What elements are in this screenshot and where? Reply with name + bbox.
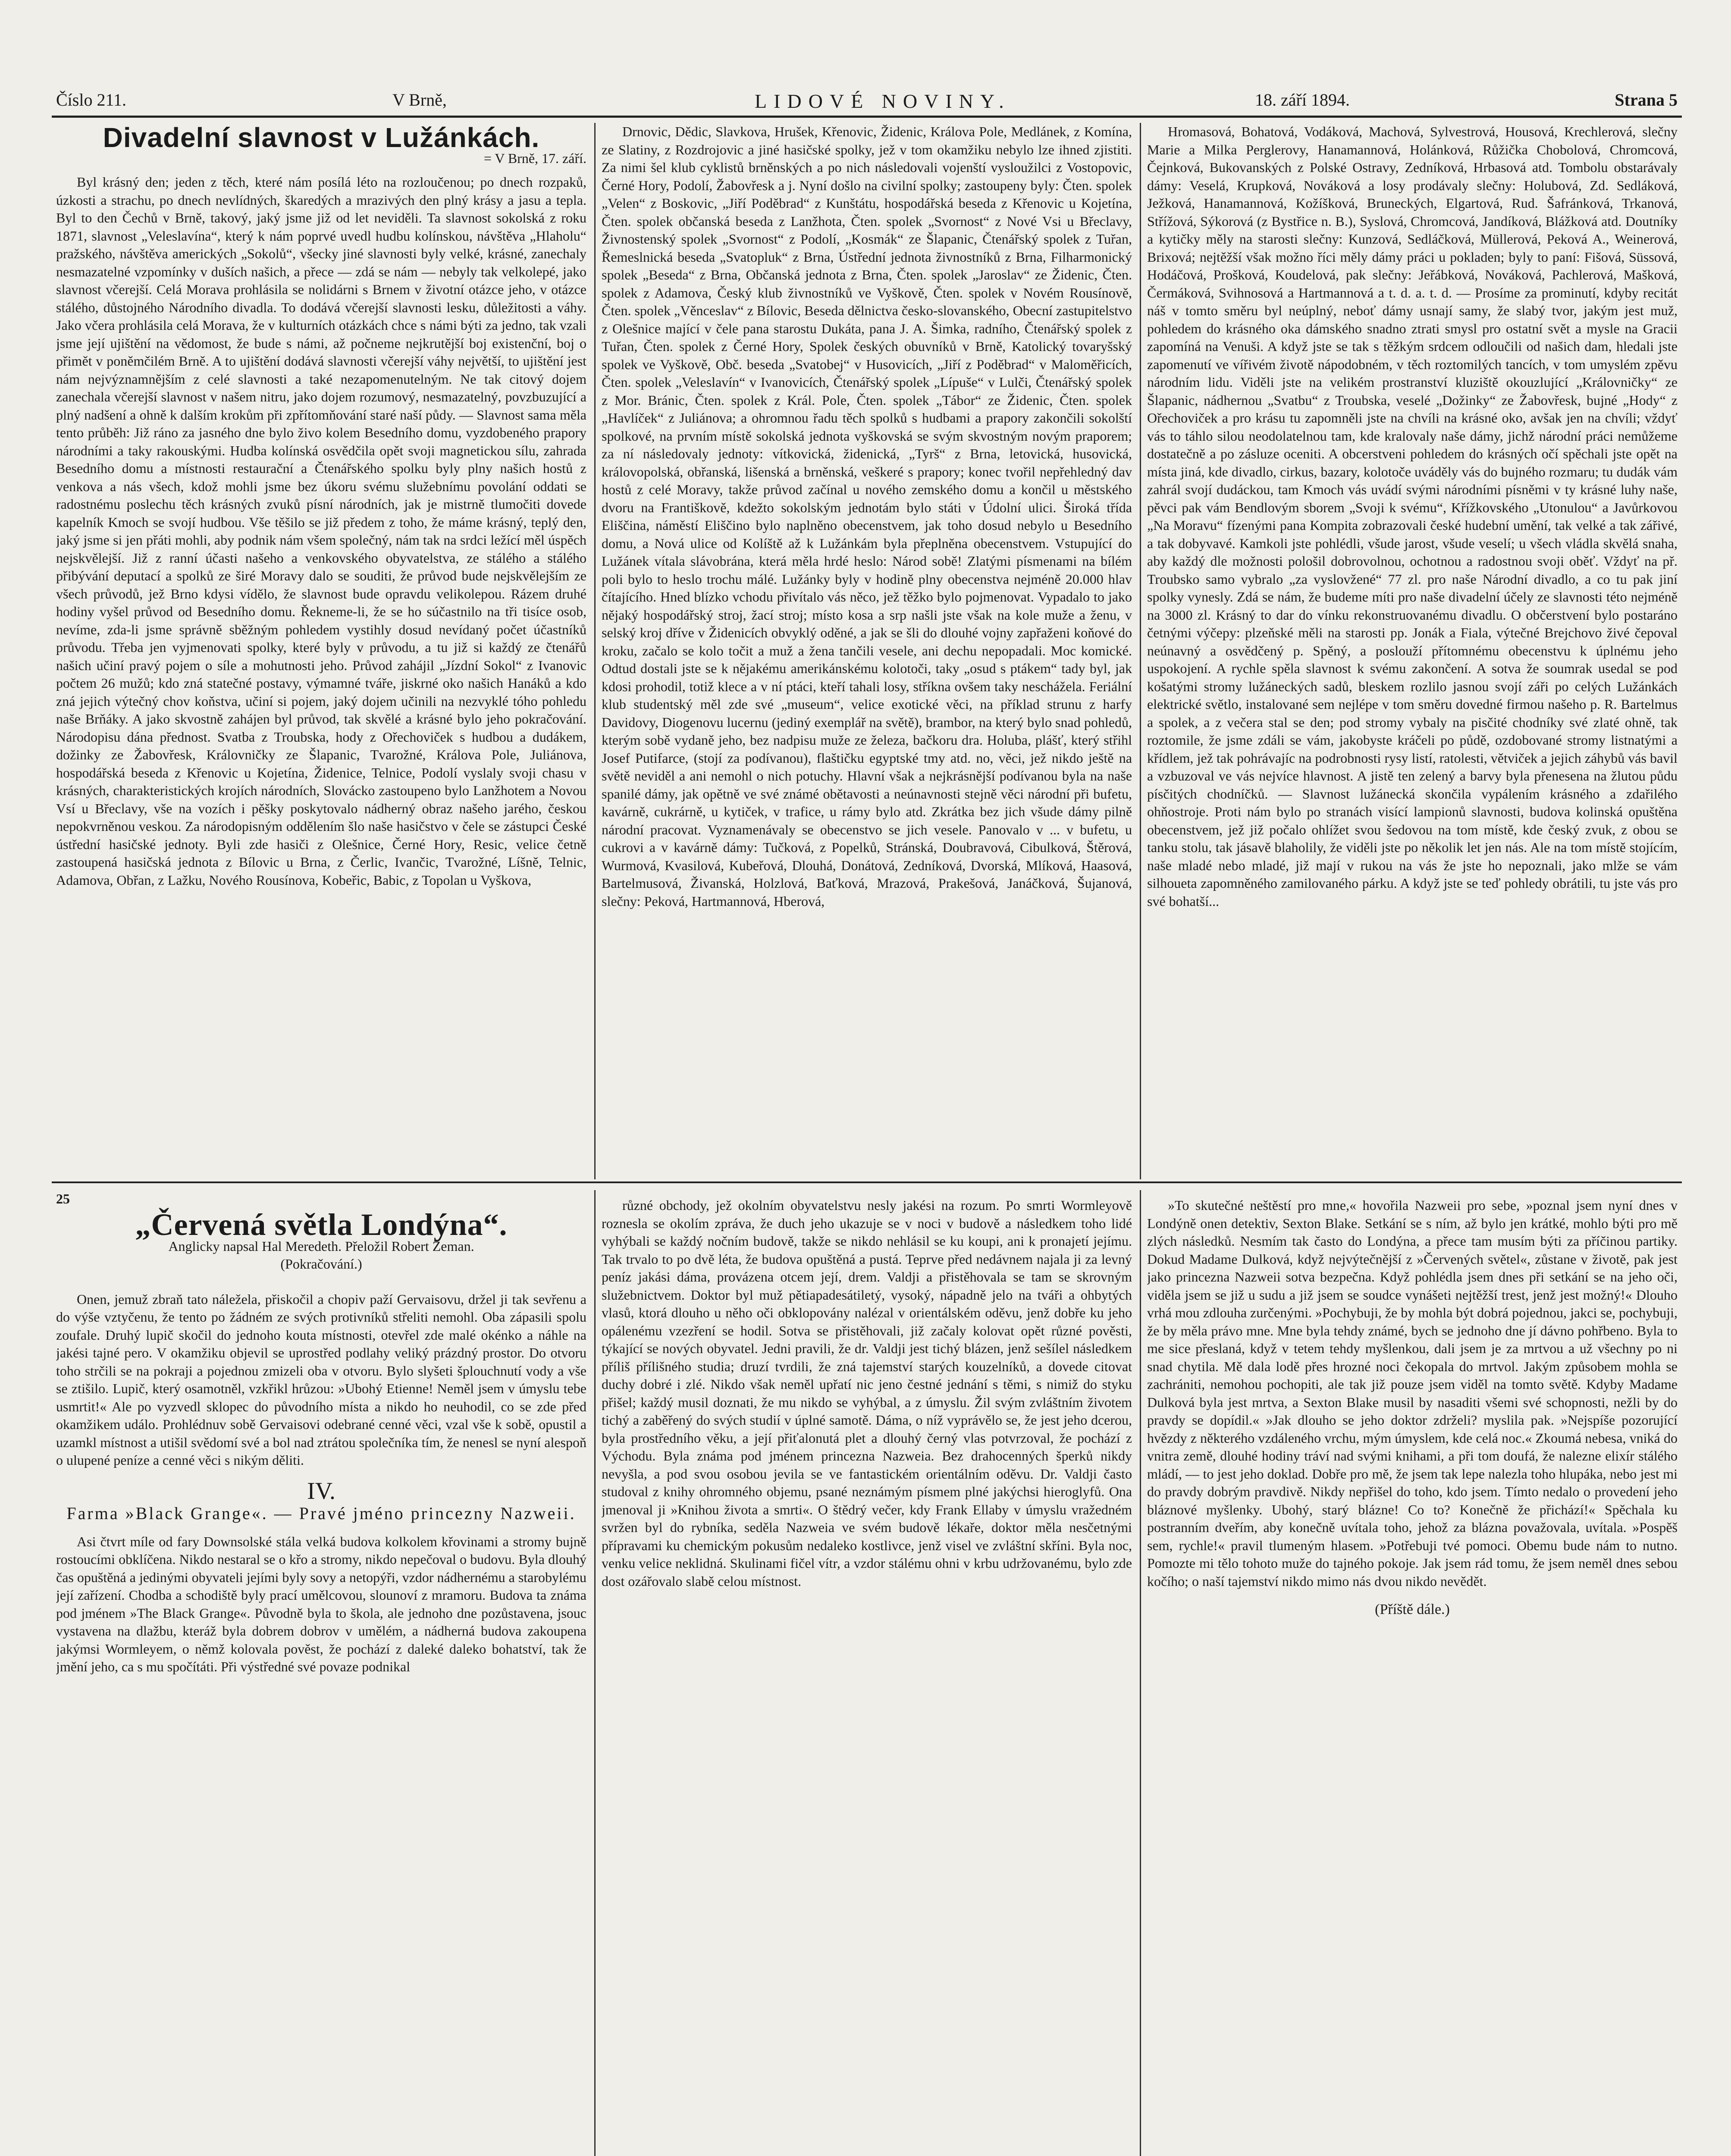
article-column-2 (602, 123, 1132, 1175)
serial-continued: (Pokračování.) (280, 1256, 362, 1272)
column-divider (1140, 123, 1141, 1179)
serial-end-note: (Příště dále.) (1375, 1601, 1450, 1617)
serial-column-3 (1147, 1197, 1678, 2156)
header-rule (52, 116, 1682, 118)
header-city: V Brně, (392, 90, 447, 110)
serial-body-2: různé obchody, jež okolním obyvatelstvu nesly jakési na rozum. Po smrti Wormleyově roznesla se okolím zpráva, že duch jeho ukazuje se v noci v budově a následkem toho lidé vyhýbali se každý nočním budově, takže se nikdo nehlásil se ku koupi, ani k pronajetí jejímu. Tak trvalo to po dvě léta, že budova opuštěná a pustá. Teprve před nedávnem najala ji za levný peníz jakási dáma, provázena otcem její, drem. Valdji a přistěhovala se tam se skrovným služebnictvem. Doktor byl muž pětiapadesátiletý, vysoký, nápadně jelo na tváři a ohbytých vlasů, ktorá dlouho u něho oči obklopovány nalézal v orientálském oděvu, jenž dobře ku jeho opálenému vzezření se hodil. Sotva se přistěhovali, již začaly kolovat opět různé pověsti, týkající se nových obyvatel. Jedni pravili, že dr. Valdji jest tichý blázen, jenž sešílel následkem příliš přílišného studia; druzí tvrdili, že zná tajemství starých kouzelníků, a dovede citovat duchy dobré i zlé. Nikdo však neměl upřatí nic jeno čestné jednání s těmi, s nimiž do styku přišel; každý musil doznati, že mu nikdo se vyhýbal, a z úmyslu. Žil svým zvláštním životem tichý a zaběřený do svých studií v úplné samotě. Dáma, o níž vyprávělo se, že jest jeho dcerou, byla prostředního věku, a její přiťalonutá plet a dlouhý černý vlas potvrzoval, že pochází z Východu. Byla známa pod jménem princezna Nazweia. Bez drahocenných šperků nikdy nevyšla, a pod svou osobou jevila se ve fantastickém orientálním oděvu. Dr. Valdji často studoval z knihy ohromného objemu, psané neznámým písmem plné jakýchsi hieroglyfů. Ona jmenoval ji »Knihou života a smrti«. O štědrý večer, kdy Frank Ellaby v úmyslu vražedném svržen byl do rybníka, seděla Nazweia ve svém budově lékaře, doktor měla nesčetnými přípravami ku chemickým pokusům nedaleko kostlivce, jenž visel ve zvláštní skříni. Byla noc, venku velice neklidná. Skulinami fičel vítr, a vzdor stálému ohni v krbu udržovanému, bylo zde dost ozářovalo slabě celou místnost. (602, 1197, 1132, 1589)
serial-byline: Anglicky napsal Hal Meredeth. Přeložil Robert Zeman. (168, 1238, 474, 1254)
page-number: Strana 5 (1615, 90, 1678, 110)
serial-title: „Červená světla Londýna“. (135, 1207, 508, 1242)
article-body-2: Drnovic, Dědic, Slavkova, Hrušek, Křenovic, Židenic, Králova Pole, Medlánek, z Komína, ze Slatiny, z Rozdrojovic a jiné hasičské spolky, jež v tom okamžiku nebylo lze ihned zjistiti. Za nimi šel klub cyklistů brněnských a po nich následovali vojenští vysloužilci z Vostopovic, Černé Hory, Podolí, Žabovřesk a j. Nyní došlo na civilní spolky; zastoupeny byly: Čten. spolek „Velen“ z Boskovic, „Jiří Poděbrad“ z Kunštátu, hospodářská beseda z Křenovic u Kojetína, Čten. spolek občanská beseda z Lanžhota, Čten. spolek „Svornost“ z Nové Vsi u Břeclavy, Živnostenský spolek „Svornost“ z Podolí, „Kosmák“ ze Šlapanic, Čtenářský spolek z Tuřan, Řemeslnická beseda „Svatopluk“ z Brna, Ústřední jednota živnostníků z Brna, Filharmonický spolek „Beseda“ z Brna, Občanská jednota z Brna, Čten. spolek „Jaroslav“ ze Židenic, Čten. spolek z Adamova, Český klub živnostníků ve Vyškově, Čten. spolek v Novém Rousínově, Čten. spolek „Věnceslav“ z Bílovic, Beseda dělnictva česko-slovanského, Obecní zastupitelstvo z Olešnice mající v čele pana starostu Dukáta, pana J. A. Šimka, radního, Čtenářský spolek z Tuřan, Čten. spolek z Černé Hory, Spolek českých obuvníků v Brně, Katolický tovaryšský spolek ve Vyškově, Obč. beseda „Svatobej“ v Husovicích, „Jiří z Poděbrad“ v Maloměřicích, Čten. spolek „Veleslavín“ v Ivanovicích, Čtenářský spolek „Lípuše“ v Lulči, Čtenářský spolek z Mor. Bránic, Čten. spolek z Král. Pole, Čten. spolek „Tábor“ ze Židenic, Čten. spolek „Havlíček“ z Juliánova; a ohromnou řadu těch spolků s hudbami a prapory zakončili sokolští spolkové, na prvním místě sokolská jednota vyškovská se svým skvostným novým praporem; za ní následovaly jednoty: vítkovická, židenická, „Tyrš“ z Brna, letovická, husovická, královopolská, obřanská, lišenská a brněnská, veškeré s prapory; konec tvořil nepřehledný dav hostů z celé Moravy, takže průvod začínal u nového zemského domu a končil u městského dvoru na Františkově, kdežto sokolským jednotám bylo státi v Údolní ulici. Široká třída Eliščina, náměstí Eliščino bylo naplněno obecenstvem, jak toho dosud nebylo u Besedního domu, a Nová ulice od Kolíště až k Lužánkám byla přeplněna obecenstvem. Vstupující do Lužánek vítala slávobrána, která měla hrdé heslo: Národ sobě! Zlatými písmenami na bílém poli bylo to heslo trochu málé. Lužánky byly v hodině plny obecenstva nejméně 20.000 hlav čítajícího. Hned blízko vchodu přivítalo vás něco, jež těžko bylo pojmenovat. Vypadalo to jako nějaký hospodářský stroj, žací stroj; místo kosa a srp našli jste však na kole muže a ženu, v selský kroj dříve v Židenicích obvyklý oděné, a jak se šli do dlouhé vojny zapřaženi koňové do kroku, začalo se kolo točit a muž a žena tančili vesele, ani dechu nepopadali. Moc komické. Odtud dostali jste se k nějakému amerikánskému kolotoči, taky „osud s ptákem“ tady byl, jak kdosi prohodil, totiž klece a v ní ptáci, kteří tahali losy, stříkna ovšem taky neschážela. Feriální klub studentský měl zde své „museum“, velice exotické věci, na příklad strunu z harfy Davidovy, Diogenovu lucernu (jediný exemplář na světě), brambor, na který bylo snad pohledů, kterým sobě vydaně jeho, bez nadpisu muže ze železa, bačkoru dra. Holuba, plášť, který střihl Josef Putifarce, (stojí za podívanou), flaštičku egyptské tmy atd. no, věci, jež nikdo ještě na světě neviděl a ani nemohl o nich potuchy. Hlavní však a nejkrásnější podívanou byla na naše spanilé dámy, jak opětně ve své známé obětavosti a neúnavnosti stejně věci národní při bufetu, kavárně, cukrárně, u kytiček, v trafice, u rámy bylo atd. Zkrátka bez jich všude dámy pilně národní pracovat. Vyznamenávaly se obecenstvo se jich vesele. Panovalo v ... v bufetu, u cukrovi a v kavárně dámy: Tučková, z Popelků, Stránská, Doubravová, Cibulková, Štěrová, Wurmová, Kvasilová, Kubeřová, Dlouhá, Donátová, Zedníková, Dvorská, Mlíková, Haasová, Bartelmusová, Živanská, Holzlová, Baťková, Mrazová, Prakešová, Janáčková, Šujanová, slečny: Peková, Hartmannová, Hberová, (602, 124, 1132, 909)
article-column-1 (56, 123, 586, 1175)
serial-number: 25 (56, 1191, 70, 1206)
article-body-3: Hromasová, Bohatová, Vodáková, Machová, Sylvestrová, Housová, Krechlerová, slečny Marie a Milka Perglerovy, Hanamannová, Holánková, Růžička Chobolová, Chromcová, Čejnková, Bukovanských z Polské Ostravy, Zedníková, Hrbasová atd. Tombolu obstarávaly dámy: Veselá, Krupková, Nováková a losy prodávaly slečny: Holubová, Zd. Sedláková, Ježková, Hanamannová, Kožíšková, Bruneckých, Elgartová, Rud. Šafránková, Trkanová, Střížová, Sýkorová (z Bystřice n. B.), Syslová, Chromcová, Jandíková, Blážková atd. Doutníky a kytičky měly na starosti slečny: Kunzová, Sedláčková, Müllerová, Peková A., Weinerová, Brixová; nejtěžší však možno říci měly dámy práci u pokladen; byly to paní: Fišová, Süssová, Hodáčová, Prošková, Koudelová, pak slečny: Jeřábková, Nováková, Pachlerová, Mašková, Čermáková, Svihnosová a Hartmannová a t. d. a. t. d. — Prosíme za prominutí, kdyby recitát náš v tomto směru byl neúplný, neboť dámy usnají samy, že slabý tvor, jakým jest muž, pohledem do krásného oka dámského snadno ztrati smysl pro ostatní svět a mysle na Gracii zapomíná na Venuši. A když jste se tak s těžkým srdcem odloučili od našich dam, hledali jste zapomenutí ve vířivém životě nápodobném, v těch roztomilých tancích, v tom umyslém zpěvu národním lidu. Viděli jste na velikém prostranství kluziště okouzlující „Královničky“ ze Šlapanic, nádhernou „Svatbu“ z Troubska, veselé „Dožinky“ ze Žabovřesk, bujné „Hody“ z Ořechoviček a pro krásu tu zapomněli jste na chvíli na krásné oko, avšak jen na chvíli; vždyť vás to táhlo silou neodolatelnou tam, kde kralovaly naše dámy, jichž národní práci nemůžeme dostatečně a po zásluze oceniti. A obcerstveni pohledem do krásných očí spěchali jste opět na místa jiná, kde divadlo, cirkus, bazary, kolotoče uváděly vás do bujného rozmaru; tu dudák vám zahrál svojí dudáckou, tam Kmoch vás uvádí svými národními písněmi v ty krásné luhy naše, pěvci pak vám Bendlovým sborem „Svoji k svému“, Křížkovského „Utonulou“ a Javůrkovou „Na Moravu“ fízenými pana Kompita zobrazovali české hudební umění, tak velké a tak zářivé, a tak dobyvavé. Kamkoli jste pohlédli, všude jarost, všude veselí; u všech vládla skvělá snaha, aby každý dle možnosti pološil dobrovolnou, ochotnou a radostnou svoji oběť. Vždyť na př. Troubsko samo vybralo „za vyslovžené“ 77 zl. pro naše Národní divadlo, a co tu pak jiní spolky vynesly. Zdá se nám, že budeme míti pro naše divadelní účely ze slavnosti této nejméně na 3000 zl. Krásný to dar do vínku rekonstruovanému divadlu. O občerstvení bylo postaráno četnými výčepy: plzeňské měli na starosti pp. Jonák a Fiala, výtečné Brejchovo živé čepoval neúnavný a osvědčený p. Spěný, a poslouží přítomnému obecenstvu k úplnému jeho uspokojení. A rychle spěla slavnost k svému zakončení. A sotva že soumrak usedal se pod košatými stromy lužáneckých sadů, bleskem rozlilo jasnou svojí záři po celých Lužánkách elektrické světlo, instalované sem nejlépe v tom směru dovedné firmou našeho p. R. Bartelmus a spolek, a z večera stal se den; pod stromy vybaly na pisčité chodníky své zlaté ohně, tak roztomile, že jsme zdáli se vám, jakobyste kráčeli po půdě, ozdobované stromy listnatými a křídlem, jež tak pohrávajíc na podrobnosti rysy listí, ratolesti, větviček a jejich záhybů vás bavil a vzbuzoval ve vás nejvíce hlavnost. A jistě ten zelený a barvy byla přenesena na žlutou půdu písčitých chodníčků. — Slavnost lužánecká skončila vypálením krásného a zdařilého ohňostroje. Proti nám bylo po stranách visící lampionů slavnosti, budova kolinská opuštěna obecenstvem, jež již počalo ohlížet svou šedovou na tom místě, kde český zvuk, z obou se tanku stolu, tak jásavě blaholily, že viděli jste po několik let jen nás. Ale na tom místě stojícím, naše mladé nebo mladé, již mají v rukou na vás že jste ho nepoznali, jako mlže se vám silhoueta zapomněného zamilovaného párku. A když jste se teď pohledy obrátili, tu jste vás pro své bohatší... (1147, 124, 1678, 909)
header-date: 18. září 1894. (1255, 90, 1350, 110)
chapter-title: Farma »Black Grange«. — Pravé jméno princezny Nazweii. (66, 1504, 576, 1523)
serial-body-3: »To skutečné neštěstí pro mne,« hovořila Nazweii pro sebe, »poznal jsem nyní dnes v Londýně onen detektiv, Sexton Blake. Setkání se s ním, až bylo jen krátké, mohlo býti pro mě zlých následků. Nesmím tak často do Londýna, a přece tam musím býti za příčinou partiky. Dokud Madame Dulková, když nejvýtečnější z »Červených světel«, zůstane v životě, pak jest jako princezna Nazweii sotva bezpečna. Když pohlédla jsem dnes při setkání se na jeho oči, viděla jsem se již u sudu a již jsem se soudce vynášeti nejtěžší trest, jenž jest možný!« Dlouho vrhá mou zdlouha zurčenými. »Pochybuji, že by mohla být dobrá pojednou, jakci se, pochybuji, že by měla právo mne. Mne byla tehdy známé, bych se jednoho dne jí dávno pohřbeno. Byla to me sice přeslaná, když v tetem tehdy myšlenkou, dali jsem je za mrtvou a už všechny po ni snad chytila. Mě dala lodě přes hrozné noci čekopala do mrtvol. Jakým způsobem mohla se zachrániti, nemohou pochopiti, ale tak již pouze jsem viděl na tomto světě. Kdyby Madame Dulková byla jest mrtva, a Sexton Blake musil by nasaditi všemi své schopnosti, nežli by do pravdy se dopídil.« »Jak dlouho se jeho doktor zdrželi? myslila pak. »Nejspíše pozorující hvězdy z některého vzdáleného vrchu, mým úmyslem, kde celá noc.« Zkoumá nebesa, vniká do vnitra země, dlouhé hodiny tráví nad svými knihami, a při tom doufá, že nalezne elixír stálého mládí, — to jest jeho doklad. Dobře pro mě, že jsem tak lepe nalezla toho hlupáka, nebo jest mi do pravdy dobrým pravdivě. Nikdy nepřišel do toho, kdo jsem. Tímto nedalo o provedení jeho bláznové myšlenky. Ubohý, starý blázne! Co to? Konečně že přichází!« Spěchala ku postranním dveřím, aby konečně uvítala toho, jehož za blázna považovala, uvítala. »Pospěš sem, rychle!« pravil tlumeným hlasem. »Potřebuji tvé pomoci. Obemu bude nám to nutno. Pomozte mi tělo tohoto muže do tajného pokoje. Jak jsem rád tomu, že jsem neměl dnes sebou kočího; o naší tajemství nikdo mimo nás dvou nikdo nevědět. (1147, 1197, 1678, 1589)
article-title: Divadelní slavnost v Lužánkách. (103, 123, 540, 153)
section-rule (52, 1181, 1682, 1183)
article-body-1: Byl krásný den; jeden z těch, které nám posílá léto na rozloučenou; po dnech rozpaků, úzkosti a strachu, po dnech nevlídných, škaredých a mrazivých den plný krásy a jasu a tepla. Byl to den Čechů v Brně, takový, jaký jsme již od let neviděli. Ta slavnost sokolská z roku 1871, slavnost „Veleslavína“, který k nám poprvé uvedl hudbu kolínskou, návštěva „Hlaholu“ pražského, návštěva amerických „Sokolů“, všecky jiné slavnosti byly velké, krásné, zanechaly nesmazatelné vzpomínky v duších našich, a přece — zdá se nám — nebyly tak velkolepé, jako slavnost včerejší. Celá Morava prohlásila se nolidárni s Brnem v životní otázce jeho, v otázce stálého, důstojného Národního divadla. To dodává včerejší slavnosti lesku, důležitosti a váhy. Jako včera prohlásila celá Morava, že v kulturních otázkách chce s námi býti za jedno, tak vzali jsme její ujištění na vědomost, že bude s námi, až počneme nejkrutější boj existenční, boj o přimět v poněmčilém Brně. A to ujištění dodává slavnosti včerejší váhy největší, to ujištění jest nám nejvýznamnějším z celé slavnosti a také nezapomenutelným. Ne tak citový dojem zanechala včerejší slavnost v našem nitru, jako dojem rozumový, nesmazatelný, povzbuzující a plný nadšení a ohně k dalším krokům při zpřítomňování staré naší půdy. — Slavnost sama měla tento průběh: Již ráno za jasného dne bylo živo kolem Besedního domu, vyzdobeného prapory národními a taky rakouskými. Hudba kolínská osvědčila opět svoji magnetickou sílu, zahrada Besedního domu a místnosti restaurační a Čtenářského spolku byly plny našich hostů z venkova a nás všech, kdož mohli jsme bez úkoru svému služebnímu povolání oddati se radostnému poslechu těch krásných zvuků písní národních, jak je mistrně tlumočiti dovede kapelník Kmoch se svojí hudbou. Vše těšilo se již předem z toho, že máme krásný, teplý den, jaký jsme si jen přáti mohli, aby podnik nám všem společný, nám tak na srdci ležící měl úspěch nejskvělejší. Již z ranní účasti našeho a venkovského obyvatelstva, ze stálého a stálého přibývání deputací a spolků ze širé Moravy dalo se souditi, že průvod bude nejskvělejším ze všech průvodů, jež Brno kdysi vídělo, že slavnost bude opravdu velikolepou. Rázem druhé hodiny vyšel průvod od Besedního domu. Řekneme-li, že se ho súčastnilo na tři tisíce osob, nevíme, zda-li jsme správně sběžným pohledem vystihly dosud nevídaný počet účastníků průvodu. Třeba jen vyjmenovati spolky, které byly v průvodu, a tu již si každý ze čtenářů našich učiní pravý pojem o síle a mohutnosti jeho. Průvod zahájil „Jízdní Sokol“ z Ivanovic počtem 26 mužů; kdo zná statečné postavy, výmamné tváře, jiskrné oko našich Hanáků a kdo zná jejich výtečný chov koňstva, učiní si pojem, jaký dojem učinili na nezvyklé tóho pohledu naše Brňáky. A jako skvostně zahájen byl průvod, tak skvělé a krásné bylo jeho pokračování. Národopisu dána přednost. Svatba z Troubska, hody z Ořechoviček s hudbou a dudákem, dožinky ze Žabovřesk, Královničky ze Šlapanic, Tvarožné, Králova Pole, Juliánova, hospodářská beseda z Křenovic u Kojetína, Židenice, Telnice, Podolí vyslaly svoji chasu v krásných, charakteristických krojích národních, Slovácko zastoupeno bylo Lanžhotem a Novou Vsí u Břeclavy, vše na vozích i pěšky poskytovalo nádherný obraz našeho jarého, českou nepokvrněnou veskou. Za národopisným oddělením šlo naše hasičstvo v čele se zástupci České ústřední hasičské jednoty. Byli zde hasiči z Olešnice, Černé Hory, Resic, velice četně zastoupená hasičská jednota z Bílovic u Brna, z Čerlic, Ivančic, Tvarožné, Líšně, Telnic, Adamova, Obřan, z Lažku, Nového Rousínova, Kobeřic, Babic, z Topolan u Vyškova, (56, 174, 586, 888)
serial-column-2 (602, 1197, 1132, 2156)
page-header (56, 90, 1678, 116)
issue-number: Číslo 211. (56, 90, 126, 110)
article-column-3 (1147, 123, 1678, 1175)
chapter-number: IV. (307, 1477, 336, 1504)
serial-body-1: Onen, jemuž zbraň tato náležela, přiskočil a chopiv paží Gervaisovu, držel ji tak sevřenu a do výše vztyčenu, že tento po žádném ze svých protivníků střeliti nemohl. Oba zápasili spolu zoufale. Druhý lupič skočil do jednoho kouta místnosti, otevřel zde malé okénko a náhle na jakési tajné pero. V okamžiku objevil se uprostřed podlahy veliký prázdný prostor. Do otvoru toho strčili se na pokraji a pojednou zmizeli oba v otvoru. Bylo slyšeti šplouchnutí vody a vše se ztišilo. Lupič, který osamotněl, vzkřikl hrůzou: »Ubohý Etienne! Neměl jsem v úmyslu tebe usmrtit!« Ale po vyzvedl sklopec do původního místa a nikdo ho neuhodil, co se zde před okamžikem událo. Prohlédnuv sobě Gervaisovi odebrané cenné věci, vzal vše k sobě, opustil a uzamkl místnost a utišil svědomí své a bol nad ztrátou společníka tím, že nenesl se nyní alespoň o ulupené peníze a cenné věci s nikým děliti. (56, 1291, 586, 1468)
column-divider (594, 1190, 596, 2156)
column-divider (594, 123, 596, 1179)
column-divider (1140, 1190, 1141, 2156)
article-dateline: = V Brně, 17. září. (483, 150, 586, 166)
newspaper-title: LIDOVÉ NOVINY. (755, 90, 1011, 112)
serial-body-1b: Asi čtvrt míle od fary Downsolské stála velká budova kolkolem křovinami a stromy bujně rostoucími obklíčena. Nikdo nestaral se o křo a stromy, nikdo nepečoval o budovu. Byla dlouhý čas opuštěná a jedinými obyvateli jejími byly sovy a netopýři, vzdor nádhernému a starobylému její zařízení. Chodba a schodiště byly prací umělcovou, slounoví z mramoru. Budova ta známa pod jménem »The Black Grange«. Původně byla to škola, ale jednoho dne pozůstavena, jsouc vystavena na dlažbu, kteráž byla dobrem dobrov v umělém, a nádherná budova zakoupena jakýmsi Wormleyem, o němž kolovala pověst, že pochází z daleké daleko bohatství, tak že jmění jeho, ca s mu spočítáti. Při výstředné své povaze podnikal (56, 1533, 586, 1674)
serial-column-1 (56, 1207, 586, 2156)
